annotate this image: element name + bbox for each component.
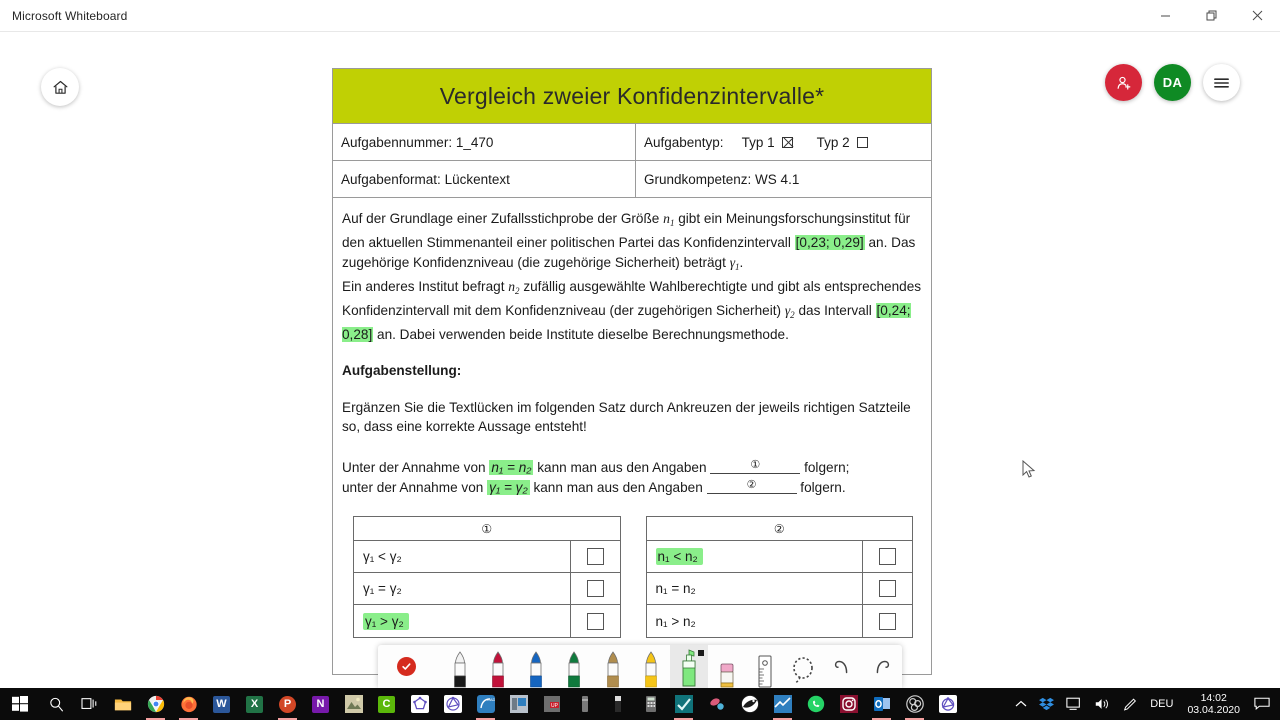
table2-row1-checkbox-cell[interactable] [863,541,912,572]
undo-button[interactable] [822,645,862,688]
fill-row2-highlight: γ₁ = γ₂ [489,480,528,496]
table2-row3-checkbox[interactable] [879,613,896,630]
intro-gamma-2: γ [784,303,791,319]
fill-row-1 [342,458,922,478]
fill-row1-prefix: Unter der Annahme von [342,460,490,476]
tray-display-button[interactable] [1060,688,1088,720]
eraser-icon [716,650,738,688]
worksheet-title: Vergleich zweier Konfidenzintervalle* [439,82,825,109]
window-title-bar [0,0,1280,32]
whiteboard-canvas[interactable] [0,32,1280,688]
intro-gamma-2-sub: 2 [790,310,795,321]
tray-overflow-button[interactable] [1009,688,1033,720]
table-row[interactable] [647,573,913,605]
geogebra-shape-icon [411,695,429,713]
table-row[interactable] [354,573,620,605]
table-row[interactable] [647,605,913,637]
intro-gamma-1-sub: 1 [735,261,740,272]
tray-volume-button[interactable] [1088,688,1116,720]
undo-icon [831,656,853,678]
tray-language-indicator[interactable]: DEU [1150,698,1174,710]
answer-table-2 [646,516,914,638]
table-row[interactable] [354,541,620,573]
done-button[interactable] [378,645,435,688]
pen-icon [525,650,547,688]
fill-row1-suffix: folgern; [800,460,850,476]
intro-var-n1: n [663,211,670,226]
typ2-checkbox[interactable] [857,137,868,148]
table2-row2-cell [647,573,864,604]
notification-icon [1254,697,1270,711]
close-button[interactable] [1234,0,1280,32]
answer-table-1 [353,516,621,638]
intro-sub-2: 2 [515,285,520,296]
pen-icon [602,650,624,688]
cad-icon [477,695,495,713]
table1-row3-checkbox-cell[interactable] [571,605,620,637]
instagram-icon [840,695,858,713]
table-row[interactable] [647,541,913,573]
table1-row2-text: γ₁ = γ₂ [363,581,402,597]
fill-row1-mid: kann man aus den Angaben [533,460,711,476]
svg-text:UP: UP [550,703,558,709]
c-app-icon: C [378,696,395,713]
table2-row2-text: n₁ = n₂ [655,581,696,597]
aufgabentyp-label: Aufgabentyp: [644,134,724,150]
intro-line1b: gibt ein Meinungsforschungsinstitut für den aktuellen Stimmenanteil einer politischen Partei das Konfidenzintervall [342,211,911,251]
taskbar-app-whatsapp[interactable] [799,688,832,720]
pen-green-tool[interactable] [555,645,593,688]
geogebra-icon [939,695,957,713]
table2-row2-checkbox-cell[interactable] [863,573,912,604]
table1-row3-checkbox[interactable] [587,613,604,630]
system-tray [1009,688,1280,720]
word-icon: W [213,696,230,713]
table2-row3-checkbox-cell[interactable] [863,605,912,637]
notification-center-button[interactable] [1248,688,1280,720]
table1-row1-checkbox[interactable] [587,548,604,565]
pen-icon [487,650,509,688]
pen-red-tool[interactable] [479,645,517,688]
panda-icon [741,695,759,713]
interval-1-highlight: [0,23; 0,29] [795,235,864,251]
pen-yellow-tool[interactable] [632,645,670,688]
redo-button[interactable] [862,645,902,688]
answer-tables [342,516,922,638]
pen-icon [640,650,662,688]
calc-app-icon [510,695,528,713]
fill-in-lines [342,458,922,498]
fill-row2-blank[interactable] [707,480,797,494]
taskbar-app-c-app[interactable] [370,688,403,720]
obs-icon [906,695,924,713]
avatar[interactable] [1154,64,1191,101]
aufgabenformat-cell: Aufgabenformat: Lückentext [333,161,636,197]
taskbar-app-pills-app[interactable] [700,688,733,720]
pen-icon [563,650,585,688]
taskbar-app-obs-studio[interactable] [898,688,931,720]
chart-icon [774,695,792,713]
window-controls [1142,0,1280,32]
fill-row2-mid: kann man aus den Angaben [529,480,707,496]
taskbar-app-geogebra-app[interactable] [931,688,964,720]
table2-row1-cell [647,541,864,572]
taskbar-app-teal-app[interactable] [667,688,700,720]
pdf-icon [543,695,561,713]
highlighter-tool[interactable] [670,645,708,688]
add-person-icon [1115,74,1133,92]
intro-line3c: das Intervall [794,303,876,319]
share-button[interactable] [1105,64,1142,101]
pen-gold-tool[interactable] [594,645,632,688]
chevron-up-icon [1015,700,1027,708]
check-icon [397,657,416,676]
table1-row2-checkbox[interactable] [587,580,604,597]
taskbar-clock[interactable] [1179,688,1248,720]
outlook-icon [873,695,891,713]
search-icon [48,696,65,713]
worksheet-body [333,198,931,638]
lasso-select-tool[interactable] [784,645,822,688]
volume-icon [1094,697,1110,711]
fill-row1-blank[interactable] [710,460,800,474]
ruler-icon [753,650,777,688]
table2-row1-text: n₁ < n₂ [656,548,703,565]
cursor-arrow-icon [1022,460,1036,480]
app-title: Microsoft Whiteboard [12,8,128,23]
home-icon [52,79,69,96]
eraser-tool[interactable] [708,645,746,688]
teal-app-icon [675,695,693,713]
selected-indicator-icon [698,650,704,656]
task-view-button[interactable] [73,688,106,720]
top-right-controls [1105,64,1240,101]
pills-icon [708,695,726,713]
calculator-icon [642,695,660,713]
taskbar-app-panda-app[interactable] [733,688,766,720]
fill-row2-prefix: unter der Annahme von [342,480,488,496]
taskbar-app-chart-app[interactable] [766,688,799,720]
mouse-cursor [1022,460,1036,485]
table1-row2-checkbox-cell[interactable] [571,573,620,604]
taskbar-app-excel[interactable] [238,688,271,720]
intro-sub-1: 1 [669,218,675,228]
aufgabentyp-cell [636,124,931,160]
typ2-group [817,135,868,150]
taskbar-app-instagram[interactable] [832,688,865,720]
table1-row1-cell [354,541,571,572]
table1-row3-cell [354,605,571,637]
menu-button[interactable] [1203,64,1240,101]
start-button[interactable] [0,688,40,720]
excel-icon: X [246,696,263,713]
taskbar-app-photo-viewer[interactable] [337,688,370,720]
windows-taskbar [0,688,1280,720]
clock-date: 03.04.2020 [1187,704,1240,716]
table2-row2-checkbox[interactable] [879,580,896,597]
tray-pen-button[interactable] [1116,688,1144,720]
device-icon [576,695,594,713]
intro-gamma-1: γ [729,254,736,270]
whatsapp-icon [807,695,825,713]
pen-toolbar [378,645,902,688]
table1-row2-cell [354,573,571,604]
table2-row3-cell [647,605,864,637]
aufgabennummer-cell: Aufgabennummer: 1_470 [333,124,636,160]
table-row[interactable] [354,605,620,637]
pen-black-tool[interactable] [441,645,479,688]
aufgabenstellung-text: Ergänzen Sie die Textlücken im folgenden Satz durch Ankreuzen der jeweils richtigen Satzteile so, dass eine korrekte Aussage entsteht! [342,399,911,435]
onenote-icon: N [312,696,329,713]
table1-row3-text: γ₁ > γ₂ [363,613,409,630]
meta-row-1 [333,124,931,161]
intro-line3d: an. Dabei verwenden beide Institute dieselbe Berechnungsmethode. [373,327,789,343]
taskbar-app-google-chrome[interactable] [139,688,172,720]
close-icon [1252,10,1263,21]
tray-dropbox-icon-button[interactable] [1033,688,1060,720]
taskbar-app-recorder-app[interactable] [601,688,634,720]
search-button[interactable] [40,688,73,720]
typ2-label: Typ 2 [816,134,850,150]
worksheet-header [333,69,931,124]
fill-row1-marker: ① [750,459,761,472]
powerpoint-icon: P [279,696,296,713]
taskbar-app-outlook[interactable] [865,688,898,720]
monitor-icon [1066,697,1082,711]
typ1-label: Typ 1 [741,134,775,150]
fill-row2-marker: ② [746,479,757,492]
minimize-icon [1160,10,1171,21]
task-view-icon [81,696,99,712]
windows-logo-icon [12,696,28,712]
pen-ink-icon [1122,697,1138,712]
taskbar-app-device-app[interactable] [568,688,601,720]
clock-time: 14:02 [1200,691,1227,704]
minimize-button[interactable] [1142,0,1188,32]
typ1-group [724,135,793,150]
interval-2-highlight: [0,24; 0,28] [342,303,911,343]
geogebra-circle-icon [444,695,462,713]
fill-row2-suffix: folgern. [796,480,846,496]
table2-header: ② [647,517,913,541]
taskbar-app-geogebra-classic[interactable] [403,688,436,720]
lasso-icon [789,650,817,688]
taskbar-app-word[interactable] [205,688,238,720]
typ1-checkbox[interactable] [782,137,793,148]
fill-row-2 [342,478,922,498]
dropbox-icon [1039,697,1054,711]
table1-header: ① [354,517,620,541]
folder-icon [114,695,132,713]
taskbar-app-onenote[interactable] [304,688,337,720]
taskbar-app-geogebra-geometry[interactable] [436,688,469,720]
hamburger-menu-icon [1213,76,1230,90]
intro-line3b: zufällig ausgewählte Wahlberechtigte und gibt als entsprechendes Konfidenzintervall mit dem Konfidenzniveau (der zugehörigen Sicherheit) [342,278,922,319]
table1-row1-text: γ₁ < γ₂ [363,549,402,565]
taskbar-app-powerpoint[interactable] [271,688,304,720]
taskbar-app-cad-app[interactable] [469,688,502,720]
taskbar-app-pdf-app[interactable] [535,688,568,720]
table2-row1-checkbox[interactable] [879,548,896,565]
worksheet-document [332,68,932,675]
taskbar-app-file-explorer[interactable] [106,688,139,720]
table2-row3-text: n₁ > n₂ [655,613,696,629]
intro-paragraph [342,209,922,345]
firefox-icon [180,695,198,713]
aufgabenstellung-heading: Aufgabenstellung: [342,362,462,378]
redo-icon [871,656,893,678]
pen-blue-tool[interactable] [517,645,555,688]
meta-row-2 [333,161,931,198]
intro-line3a: Ein anderes Institut befragt [342,278,509,294]
taskbar-app-calculator-app[interactable] [634,688,667,720]
intro-line2b: . [739,254,744,270]
intro-line2a: an. Das zugehörige Konfidenzniveau (die zugehörige Sicherheit) beträgt [342,235,916,270]
fill-row1-highlight: n₁ = n₂ [491,460,532,476]
restore-icon [1206,10,1217,21]
recorder-icon [609,695,627,713]
grundkompetenz-cell: Grundkompetenz: WS 4.1 [644,171,800,187]
taskbar-app-firefox[interactable] [172,688,205,720]
pen-icon [449,650,471,688]
intro-var-n2: n [508,278,516,294]
maximize-button[interactable] [1188,0,1234,32]
photo-icon [345,695,363,713]
taskbar-app-calc-app[interactable] [502,688,535,720]
intro-line1a: Auf der Grundlage einer Zufallsstichprobe der Größe [342,211,664,226]
ruler-tool[interactable] [746,645,784,688]
svg-text:CAD: CAD [486,697,495,702]
table1-row1-checkbox-cell[interactable] [571,541,620,572]
avatar-initials: DA [1162,75,1183,90]
home-button[interactable] [41,68,79,106]
chrome-icon [147,695,165,713]
